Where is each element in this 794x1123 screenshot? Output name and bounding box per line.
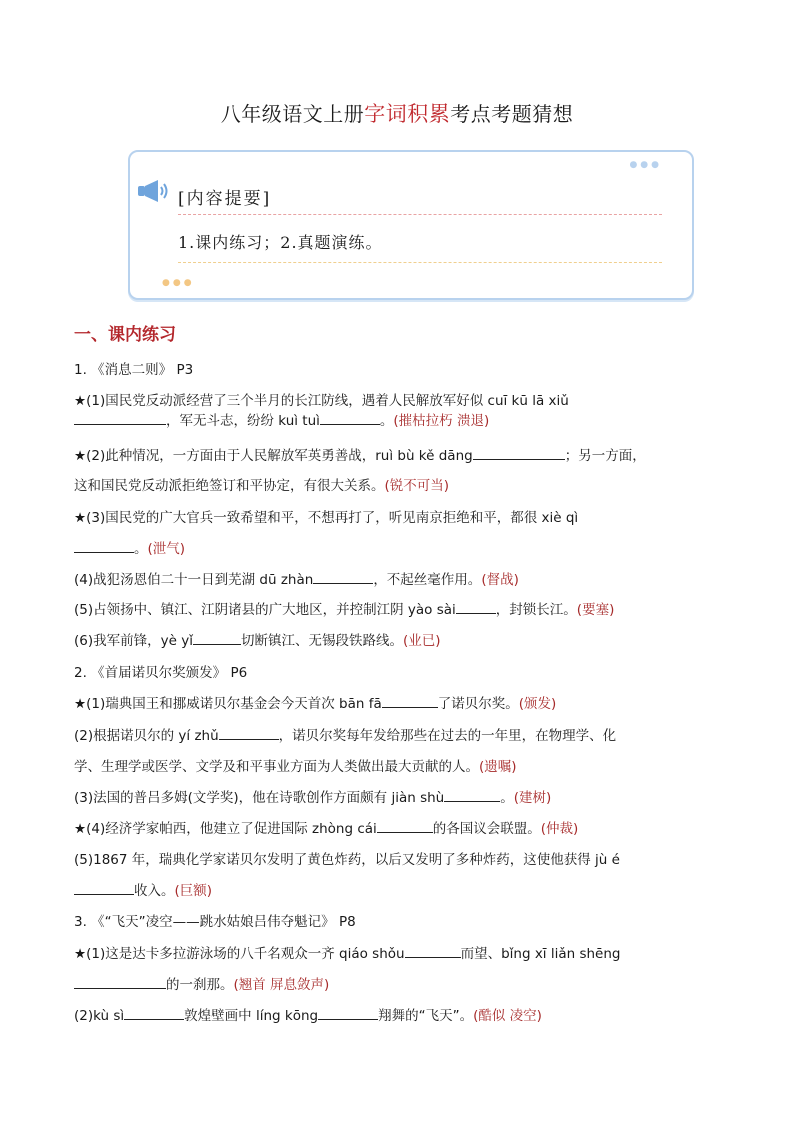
answer-blank bbox=[74, 881, 134, 895]
text: 。 bbox=[379, 413, 394, 429]
title-post: 考点考题猜想 bbox=[450, 102, 574, 126]
answer-blank bbox=[74, 411, 166, 425]
text: ★(1)这是达卡多拉游泳场的八千名观众一齐 qiáo shǒu bbox=[74, 946, 405, 962]
text: (3)法国的普吕多姆(文学奖)，他在诗歌创作方面颇有 jiàn shù bbox=[74, 790, 445, 806]
text: 。 bbox=[500, 790, 514, 806]
answer: (颁发) bbox=[518, 696, 557, 712]
lesson-heading bbox=[74, 910, 356, 930]
answer-blank bbox=[456, 600, 496, 614]
exercise-line bbox=[74, 1004, 542, 1024]
answer-blank bbox=[124, 1006, 184, 1020]
text: 翔舞的“飞天”。 bbox=[378, 1008, 474, 1024]
text: ，军无斗志，纷纷 kuì tuì bbox=[166, 413, 320, 429]
text: 收入。 bbox=[134, 883, 175, 899]
exercise-line bbox=[74, 474, 449, 494]
summary-box bbox=[128, 150, 694, 300]
text: ★(1)国民党反动派经营了三个半月的长江防线，遇着人民解放军好似 cuī kū lā xiǔ bbox=[74, 393, 569, 409]
title-pre: 八年级语文上册 bbox=[220, 102, 365, 126]
answer: (翘首 屏息敛声) bbox=[233, 977, 330, 993]
text: (5)1867 年，瑞典化学家诺贝尔发明了黄色炸药，以后又发明了多种炸药，这使他获得 jù é bbox=[74, 852, 620, 868]
answer-blank bbox=[444, 788, 500, 802]
text: ，不起丝毫作用。 bbox=[373, 572, 482, 588]
section-heading: 一、课内练习 bbox=[74, 325, 176, 345]
answer: (遗嘱) bbox=[479, 759, 517, 775]
answer-blank bbox=[320, 411, 380, 425]
exercise-line bbox=[74, 444, 646, 464]
text: ★(4)经济学家帕西，他建立了促进国际 zhòng cái bbox=[74, 821, 377, 837]
answer: (督战) bbox=[481, 572, 519, 588]
text: 了诺贝尔奖。 bbox=[437, 696, 519, 712]
text: (5)占领扬中、镇江、江阴诸县的广大地区，并控制江阴 yào sài bbox=[74, 602, 456, 618]
summary-heading: [内容提要] bbox=[178, 189, 272, 209]
megaphone-icon bbox=[136, 178, 170, 204]
answer-blank bbox=[377, 819, 433, 833]
exercise-line bbox=[74, 724, 616, 744]
exercise-line bbox=[74, 973, 329, 993]
text: ，诺贝尔奖每年发给那些在过去的一年里，在物理学、化 bbox=[278, 728, 617, 744]
lesson-heading bbox=[74, 661, 247, 681]
decor-dots-top: ●●● bbox=[629, 160, 662, 170]
exercise-line bbox=[74, 942, 621, 962]
text: (6)我军前锋，yè yǐ bbox=[74, 633, 193, 649]
text: ★(1)瑞典国王和挪威诺贝尔基金会今天首次 bān fā bbox=[74, 696, 382, 712]
exercise-line bbox=[74, 879, 212, 899]
text: (2)根据诺贝尔的 yí zhǔ bbox=[74, 728, 219, 744]
answer: (业已) bbox=[402, 633, 441, 649]
answer: (要塞) bbox=[576, 602, 615, 618]
answer-blank bbox=[193, 631, 241, 645]
text: (2)kù sì bbox=[74, 1008, 125, 1024]
text: (4)战犯汤恩伯二十一日到芜湖 dū zhàn bbox=[74, 572, 314, 588]
title-highlight: 字词积累 bbox=[364, 102, 451, 126]
lesson-heading bbox=[74, 358, 193, 378]
text: 而望、bǐng xī liǎn shēng bbox=[460, 946, 621, 962]
text: 这和国民党反动派拒绝签订和平协定，有很大关系。 bbox=[74, 478, 385, 494]
text: ★(3)国民党的广大官兵一致希望和平，不想再打了，听见南京拒绝和平，都很 xiè qì bbox=[74, 510, 579, 526]
exercise-line bbox=[74, 817, 578, 837]
answer-blank bbox=[219, 726, 279, 740]
text: ，封锁长江。 bbox=[495, 602, 577, 618]
answer-blank bbox=[313, 570, 373, 584]
answer-blank bbox=[473, 446, 565, 460]
exercise-line bbox=[74, 848, 620, 868]
text: 的各国议会联盟。 bbox=[432, 821, 541, 837]
exercise-line bbox=[74, 506, 578, 526]
text: 的一刹那。 bbox=[166, 977, 234, 993]
exercise-line bbox=[74, 537, 185, 557]
answer: (锐不可当) bbox=[384, 478, 450, 494]
summary-content: 1.课内练习；2.真题演练。 bbox=[178, 233, 383, 252]
answer: (摧枯拉朽 溃退) bbox=[393, 413, 490, 429]
text: 。 bbox=[134, 541, 148, 557]
answer: (建树) bbox=[513, 790, 552, 806]
exercise-line bbox=[74, 786, 551, 806]
text: ★(2)此种情况，一方面由于人民解放军英勇善战，ruì bù kě dāng bbox=[74, 448, 473, 464]
exercise-line bbox=[74, 692, 556, 712]
text: 1. 《消息二则》 P3 bbox=[74, 362, 194, 378]
answer: (仲裁) bbox=[540, 821, 579, 837]
exercise-line bbox=[74, 598, 614, 618]
exercise-line bbox=[74, 409, 489, 429]
answer: (巨额) bbox=[174, 883, 213, 899]
answer-blank bbox=[74, 975, 166, 989]
divider bbox=[178, 214, 662, 215]
decor-dots-bottom: ●●● bbox=[162, 278, 195, 288]
text: 学、生理学或医学、文学及和平事业方面为人类做出最大贡献的人。 bbox=[74, 759, 479, 775]
answer-blank bbox=[318, 1006, 378, 1020]
divider bbox=[178, 262, 662, 263]
text: 敦煌壁画中 líng kōng bbox=[184, 1008, 319, 1024]
answer-blank bbox=[382, 694, 438, 708]
answer-blank bbox=[74, 539, 134, 553]
answer: (泄气) bbox=[147, 541, 186, 557]
text: 切断镇江、无锡段铁路线。 bbox=[240, 633, 403, 649]
text: 3. 《“飞天”凌空——跳水姑娘吕伟夺魁记》 P8 bbox=[74, 914, 356, 930]
answer: (酷似 凌空) bbox=[473, 1008, 542, 1024]
answer-blank bbox=[405, 944, 461, 958]
exercise-line bbox=[74, 389, 569, 409]
exercise-line bbox=[74, 568, 519, 588]
text: ；另一方面， bbox=[564, 448, 646, 464]
page-title bbox=[0, 98, 794, 128]
exercise-line bbox=[74, 629, 441, 649]
text: 2. 《首届诺贝尔奖颁发》 P6 bbox=[74, 665, 248, 681]
exercise-line bbox=[74, 755, 517, 775]
